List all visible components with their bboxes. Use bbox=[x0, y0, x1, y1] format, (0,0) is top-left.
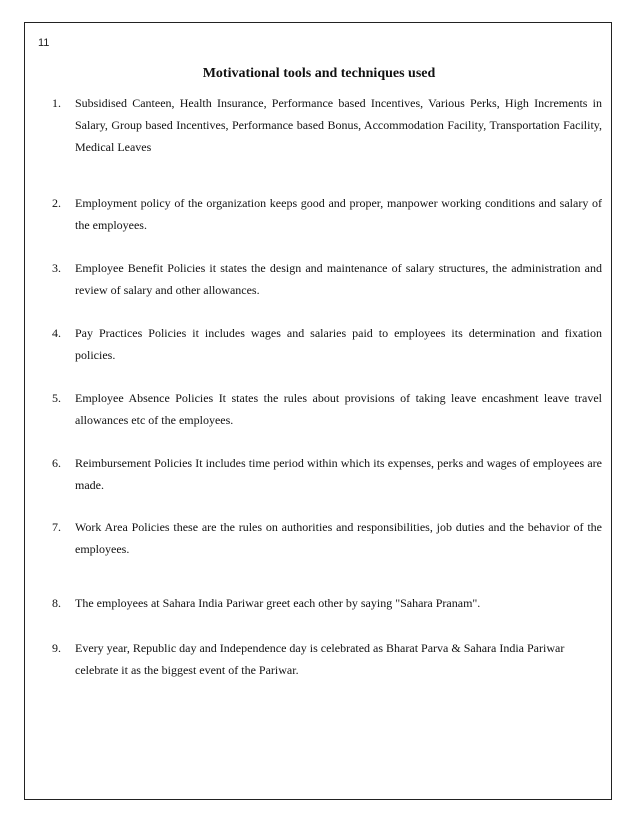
list-item-number: 7. bbox=[52, 520, 61, 534]
list-item bbox=[52, 257, 602, 301]
list-item-text: Reimbursement Policies It includes time period within which its expenses, perks and wages of employees are made. bbox=[75, 456, 602, 492]
list-item-number: 9. bbox=[52, 641, 61, 655]
list-item bbox=[52, 322, 602, 366]
page-title: Motivational tools and techniques used bbox=[202, 66, 436, 81]
list-item-text: Employment policy of the organization keeps good and proper, manpower working conditions and salary of the employees. bbox=[75, 196, 602, 232]
list-item-text: The employees at Sahara India Pariwar greet each other by saying "Sahara Pranam". bbox=[75, 596, 481, 610]
list-item-number: 3. bbox=[52, 261, 61, 275]
list-item-text: Subsidised Canteen, Health Insurance, Performance based Incentives, Various Perks, High Increments in Salary, Group based Incentives, Performance based Bonus, Accommodation Facility, Transportation Facility, Medical Leaves bbox=[75, 96, 602, 154]
list-item-number: 5. bbox=[52, 391, 61, 405]
list-item bbox=[52, 452, 602, 496]
list-item-text: Pay Practices Policies it includes wages and salaries paid to employees its determination and fixation policies. bbox=[75, 326, 602, 362]
list-item-number: 6. bbox=[52, 456, 61, 470]
list-item-text: Work Area Policies these are the rules on authorities and responsibilities, job duties and the behavior of the employees. bbox=[75, 520, 602, 556]
list-item bbox=[52, 192, 602, 236]
list-item-text: Employee Absence Policies It states the rules about provisions of taking leave encashment leave travel allowances etc of the employees. bbox=[75, 391, 602, 427]
list-item-number: 8. bbox=[52, 596, 61, 610]
list-item bbox=[52, 592, 602, 614]
list-item bbox=[52, 516, 602, 560]
list-item bbox=[52, 92, 602, 158]
page-number: 11 bbox=[38, 37, 50, 49]
list-item bbox=[52, 637, 602, 681]
list-item bbox=[52, 387, 602, 431]
list-item-number: 1. bbox=[52, 96, 61, 110]
list-item-text: Employee Benefit Policies it states the design and maintenance of salary structures, the administration and review of salary and other allowances. bbox=[75, 261, 602, 297]
list-item-number: 4. bbox=[52, 326, 61, 340]
list-item-text: Every year, Republic day and Independence day is celebrated as Bharat Parva & Sahara India Pariwar celebrate it as the biggest event of the Pariwar. bbox=[75, 641, 565, 677]
list-item-number: 2. bbox=[52, 196, 61, 210]
